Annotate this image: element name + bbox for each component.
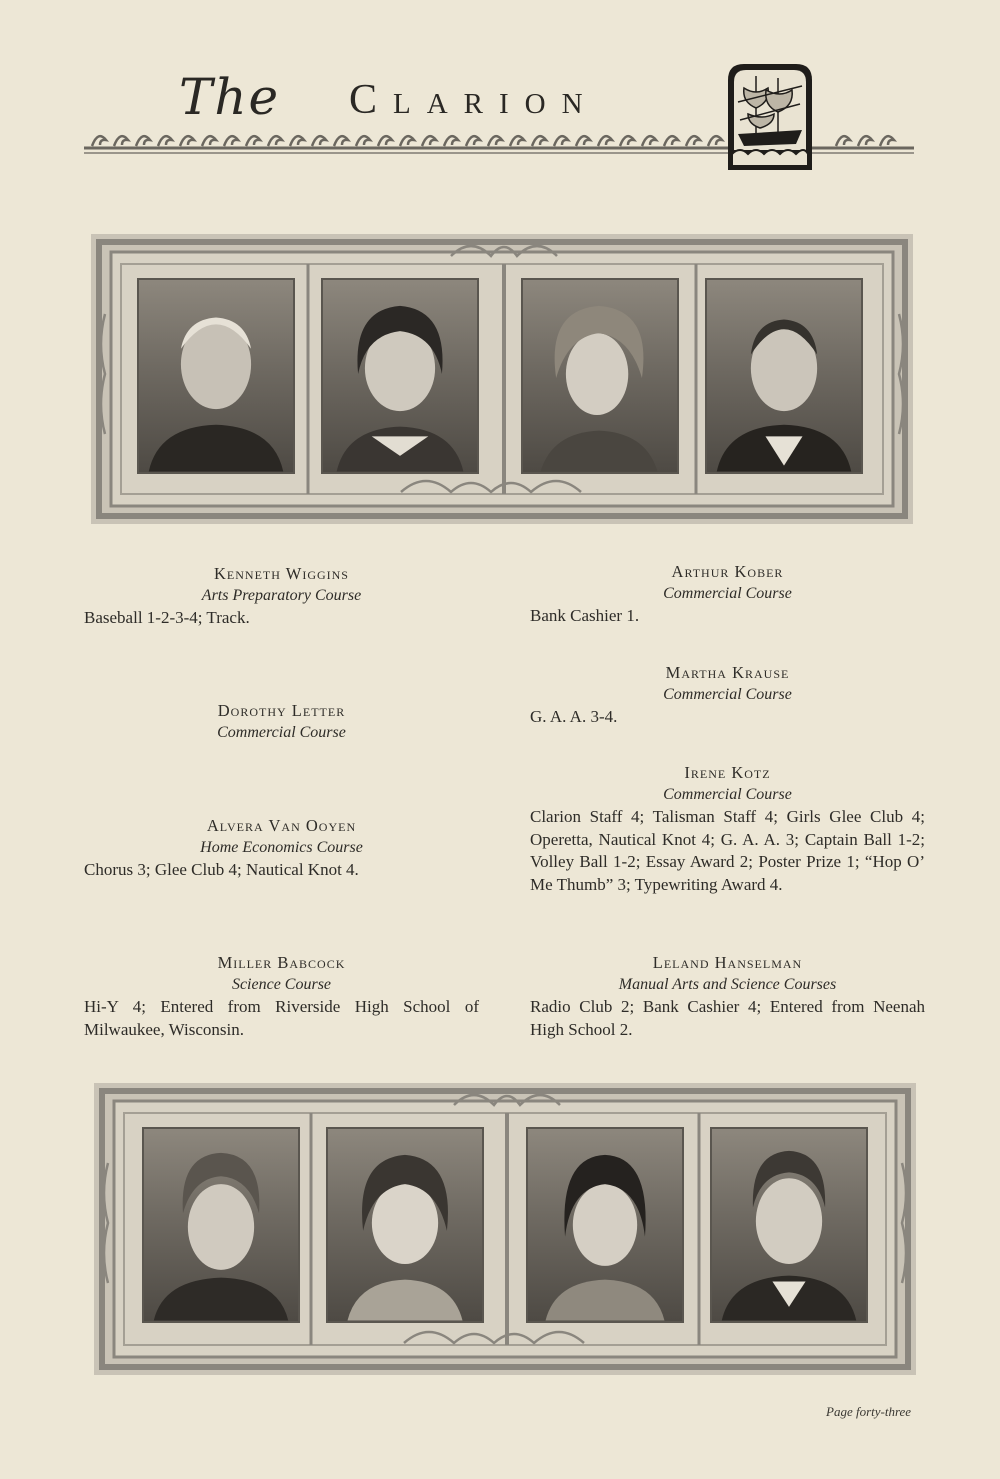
portrait-photo bbox=[526, 1127, 684, 1323]
student-activities: Baseball 1-2-3-4; Track. bbox=[84, 608, 250, 627]
portrait-photo bbox=[705, 278, 863, 474]
student-name: Arthur Kober bbox=[671, 562, 784, 581]
portrait-photo bbox=[521, 278, 679, 474]
student-activities: G. A. A. 3-4. bbox=[530, 707, 618, 726]
student-course: Commercial Course bbox=[663, 585, 792, 602]
student-entry bbox=[84, 563, 479, 630]
title-the: The bbox=[179, 68, 281, 126]
page-number: Page forty-three bbox=[826, 1404, 912, 1419]
student-name: Martha Krause bbox=[665, 663, 790, 682]
title-clarion: Clarion bbox=[349, 77, 599, 123]
student-entry bbox=[84, 700, 479, 744]
photo-panel-top bbox=[91, 234, 913, 524]
student-name: Miller Babcock bbox=[217, 953, 346, 972]
student-entry bbox=[530, 952, 925, 1041]
student-course: Commercial Course bbox=[663, 786, 792, 803]
student-activities: Radio Club 2; Bank Cashier 4; Entered from Neenah High School 2. bbox=[530, 997, 925, 1039]
student-entry bbox=[84, 815, 479, 882]
student-entry bbox=[530, 662, 925, 729]
student-activities: Chorus 3; Glee Club 4; Nautical Knot 4. bbox=[84, 860, 359, 879]
student-activities: Clarion Staff 4; Talisman Staff 4; Girls Glee Club 4; Operetta, Nautical Knot 4; G. A. A. 3; Captain Ball 1-2; Volley Ball 1-2; Essay Award 2; Poster Prize 1; “Hop O’ Me Thumb” 3; Typewriting Award 4. bbox=[530, 807, 925, 894]
student-name: Kenneth Wiggins bbox=[214, 564, 349, 583]
student-activities: Hi-Y 4; Entered from Riverside High School of Milwaukee, Wisconsin. bbox=[84, 997, 479, 1039]
student-course: Manual Arts and Science Courses bbox=[618, 976, 837, 993]
student-course: Commercial Course bbox=[217, 724, 346, 741]
portrait-photo bbox=[321, 278, 479, 474]
student-name: Dorothy Letter bbox=[217, 701, 346, 720]
page-header bbox=[84, 60, 914, 172]
student-course: Commercial Course bbox=[663, 686, 792, 703]
student-name: Alvera Van Ooyen bbox=[206, 816, 357, 835]
student-entry bbox=[84, 952, 479, 1041]
student-course: Home Economics Course bbox=[200, 839, 363, 856]
student-course: Science Course bbox=[231, 976, 332, 993]
student-activities: Bank Cashier 1. bbox=[530, 606, 640, 625]
student-name: Irene Kotz bbox=[684, 763, 771, 782]
portrait-photo bbox=[326, 1127, 484, 1323]
portrait-photo bbox=[137, 278, 295, 474]
ship-icon bbox=[726, 62, 814, 170]
student-entry bbox=[530, 762, 925, 896]
student-entry bbox=[530, 561, 925, 628]
photo-panel-bottom bbox=[94, 1083, 916, 1375]
student-name: Leland Hanselman bbox=[652, 953, 803, 972]
student-course: Arts Preparatory Course bbox=[201, 587, 362, 604]
portrait-photo bbox=[710, 1127, 868, 1323]
portrait-photo bbox=[142, 1127, 300, 1323]
